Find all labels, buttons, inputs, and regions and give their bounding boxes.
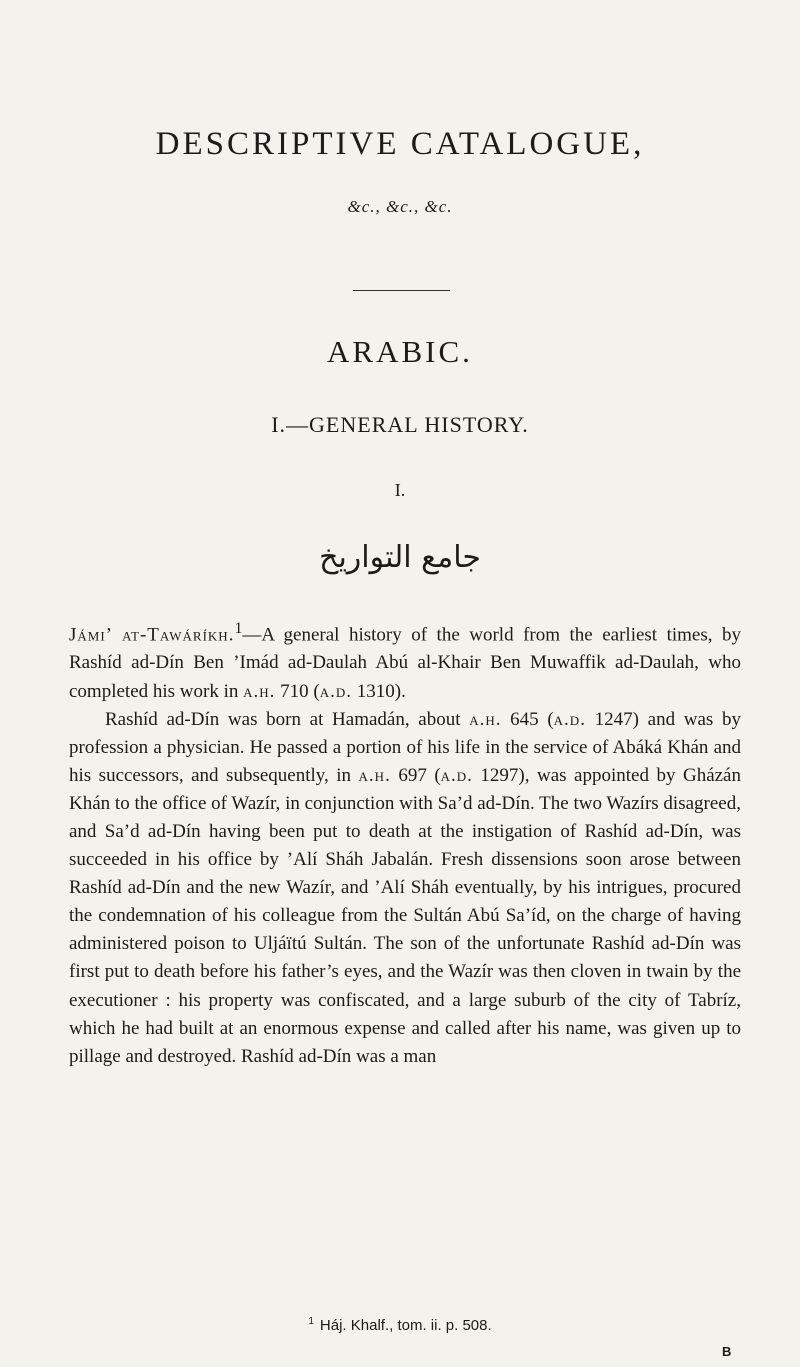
entry-paragraph-1: Jámi’ at-Tawáríkh.$^1$—A general history of the world from the earliest times, by Rashíd ad-Dín Ben ’Imád ad-Daulah Abú al-Khair Ben Muwaffik ad-Daulah, who completed his work in a.h. 710 (a.d. 1310). [69,620,741,702]
arabic-title: جامع التواريخ [319,540,481,575]
language-heading: ARABIC. [327,334,473,369]
entry-body [69,615,741,1071]
footnote-marker: 1 [308,1316,314,1327]
footnote-text: Háj. Khalf., tom. ii. p. 508. [319,1317,492,1334]
entry-paragraph-2: Rashíd ad-Dín was born at Hamadán, about a.h. 645 (a.d. 1247) and was by profession a physician. He passed a portion of his life in the service of Abáká Khán and his successors, and subsequently, in a.h. 697 (a.d. 1297), was appointed by Gházán Khán to the office of Wazír, in conjunction with Sa’d ad-Dín. The two Wazírs disagreed, and Sa’d ad-Dín having been put to death at the instigation of Rashíd ad-Dín, was succeeded in his office by ’Alí Sháh Jabalán. Fresh dissensions soon arose between Rashíd ad-Dín and the new Wazír, and ’Alí Sháh eventually, by his intrigues, procured the condemnation of his colleague from the Sultán Abú Sa’íd, on the charge of having administered poison to Uljáïtú Sultán. The son of the unfortunate Rashíd ad-Dín was first put to death before his father’s eyes, and the Wazír was then cloven in twain by the executioner : his property was confiscated, and a large suburb of the city of Tabríz, which he had built at an enormous expense and called after his name, was given up to pillage and destroyed. Rashíd ad-Dín was a man [69,708,742,1067]
footnote-ref: 1 [234,620,243,637]
etc-line: &c., &c., &c. [347,197,453,216]
footnote [0,1316,800,1334]
signature-mark: B [722,1344,732,1359]
running-title: DESCRIPTIVE CATALOGUE, [155,126,645,162]
entry-title: Jámi’ at-Tawáríkh. [69,624,235,646]
section-heading: I.—GENERAL HISTORY. [271,412,529,437]
entry-number: I. [394,480,406,500]
divider-rule [353,290,450,291]
